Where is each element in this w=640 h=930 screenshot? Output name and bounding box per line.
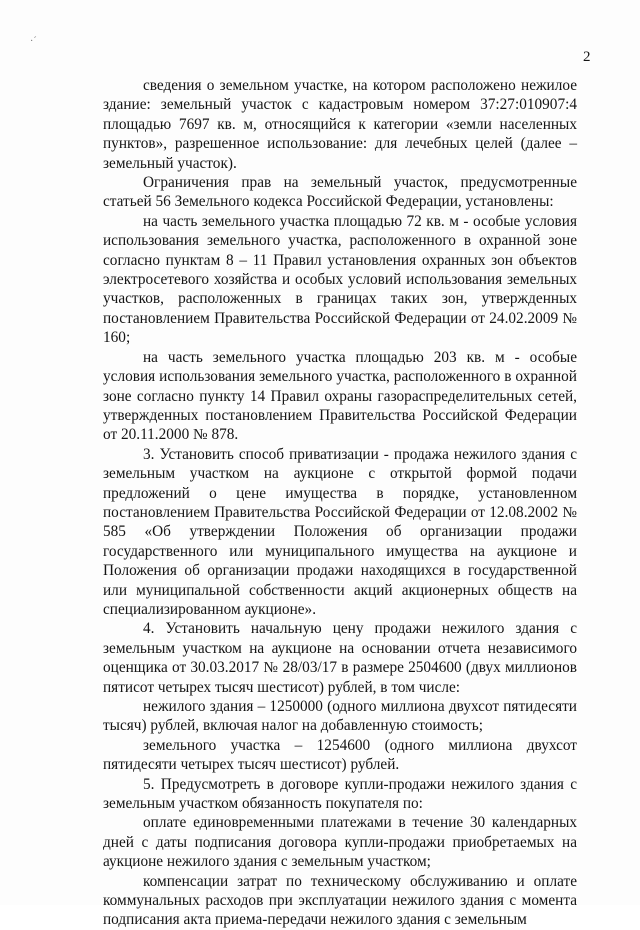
paragraph-item-4: 4. Установить начальную цену продажи нежилого здания с земельным участком на аукционе на основании отчета независимого оценщика от 30.03.2017 № 28/03/17 в размере 2504600 (двух миллионов пятисот четырех тысяч шестисот) рублей, в том числе:: [103, 620, 577, 696]
paragraph-restrictions: Ограничения прав на земельный участок, предусмотренные статьей 56 Земельного кодекса Российской Федерации, установлены:: [103, 174, 577, 211]
paragraph-land-price: земельного участка – 1254600 (одного миллиона двухсот пятидесяти четырех тысяч шестисот) рублей.: [103, 736, 577, 774]
paragraph-compensation: компенсации затрат по техническому обслуживанию и оплате коммунальных расходов при эксплуатации нежилого здания с момента подписания акта приема-передачи нежилого здания с земельным: [103, 872, 577, 929]
paragraph-restriction-72: на часть земельного участка площадью 72 кв. м - особые условия использования земельного участка, расположенного в охранной зоне согласно пунктам 8 – 11 Правил установления охранных зон объектов электросетевого хозяйства и особых условий использования земельных участков, расположенных в границах таких зон, утвержденных постановлением Правительства Российской Федерации от 24.02.2009 № 160;: [103, 212, 577, 347]
page-number: 2: [583, 49, 591, 65]
scan-speck: ·´: [30, 36, 37, 47]
paragraph-item-3: 3. Установить способ приватизации - продажа нежилого здания с земельным участком на аукционе с открытой формой подачи предложений о цене имущества в порядке, установленном постановлением Правительства Российской Федерации от 12.08.2002 № 585 «Об утверждении Положения об организации продажи государственного или муниципального имущества на аукционе и Положения об организации продажи находящихся в государственной или муниципальной собственности акций акционерных обществ на специализированном аукционе».: [103, 445, 577, 618]
paragraph-restriction-203: на часть земельного участка площадью 203 кв. м - особые условия использования земельного участка, расположенного в охранной зоне согласно пункту 14 Правил охраны газораспределительных сетей, утвержденных постановлением Правительства Российской Федерации от 20.11.2000 № 878.: [103, 348, 577, 444]
paragraph-payment: оплате единовременными платежами в течение 30 календарных дней с даты подписания договора купли-продажи приобретаемых на аукционе нежилого здания с земельным участком;: [103, 814, 577, 871]
paragraph-item-5: 5. Предусмотреть в договоре купли-продажи нежилого здания с земельным участком обязанность покупателя по:: [103, 775, 577, 813]
document-body: [103, 76, 577, 930]
paragraph-building-price: нежилого здания – 1250000 (одного миллиона двухсот пятидесяти тысяч) рублей, включая налог на добавленную стоимость;: [103, 698, 577, 735]
paragraph-land-info: сведения о земельном участке, на котором расположено нежилое здание: земельный участок с кадастровым номером 37:27:010907:4 площадью 7697 кв. м, относящийся к категории «земли населенных пунктов», разрешенное использование: для лечебных целей (далее – земельный участок).: [103, 77, 577, 172]
